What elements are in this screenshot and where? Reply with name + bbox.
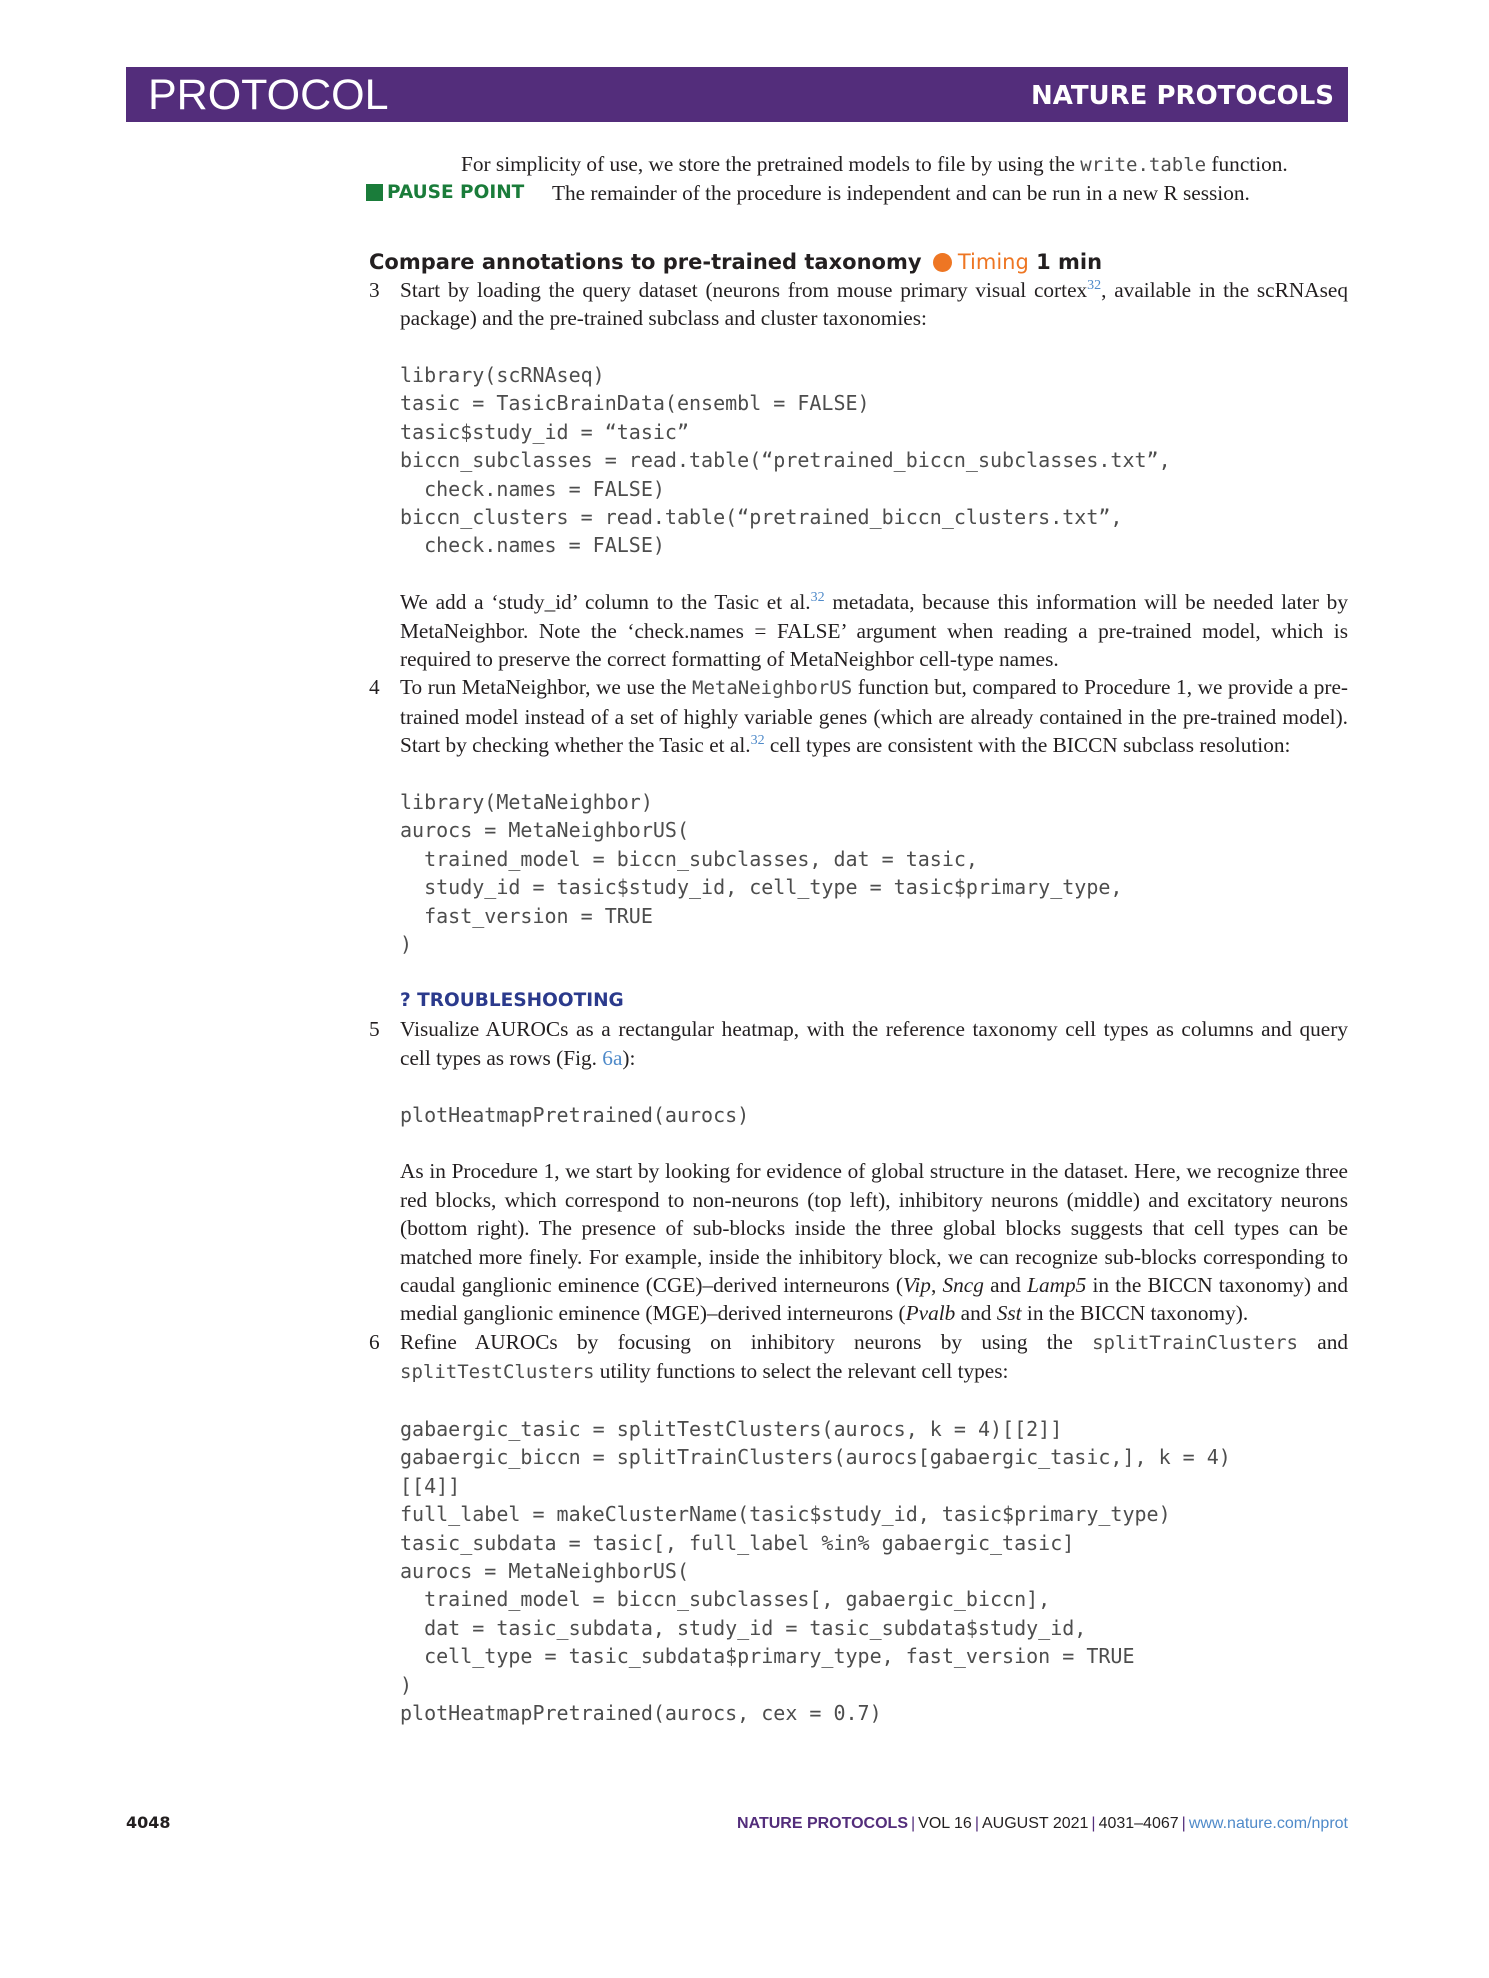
code-block: library(scRNAseq) tasic = TasicBrainData(ensembl = FALSE) tasic$study_id = “tasic” biccn_subclasses = read.table(“pretrained_biccn_subclasses.txt”, check.names = FALSE) biccn_clusters = read.table(“pretrained_biccn_clusters.txt”, check.names = FALSE) [400, 363, 1171, 558]
inline-code: MetaNeighborUS [692, 677, 853, 700]
step-text: Visualize AUROCs as a rectangular heatmap, with the reference taxonomy cell types as columns and query cell types as rows (Fig. 6a): [400, 1017, 1348, 1070]
footer-volume: VOL 16 [918, 1815, 972, 1832]
journal-name: NATURE PROTOCOLS [1030, 81, 1334, 111]
step-number: 5 [369, 1017, 380, 1042]
step-4 [369, 673, 1348, 1015]
section-heading [369, 248, 1348, 276]
footer-pages: 4031–4067 [1098, 1815, 1179, 1832]
page-number: 4048 [126, 1813, 171, 1832]
step-3 [369, 276, 1348, 674]
footer-date: AUGUST 2021 [981, 1815, 1089, 1832]
inline-code: write.table [1080, 154, 1207, 176]
timing-icon [933, 253, 952, 272]
citation-link[interactable]: 32 [750, 733, 765, 749]
step-text: Start by loading the query dataset (neurons from mouse primary visual cortex$^{32}$, available in the scRNAseq package) and the pre-trained subclass and cluster taxonomies: [400, 277, 1348, 331]
pause-point-icon [366, 184, 383, 201]
step-text: Refine AUROCs by focusing on inhibitory neurons by using the splitTrainClusters and splitTestClusters utility functions to select the relevant cell types: [400, 1329, 1348, 1384]
step-text: To run MetaNeighbor, we use the MetaNeighborUS function but, compared to Procedure 1, we provide a pre-trained model instead of a set of highly variable genes (which are already contained in the pre-trained model). Start by checking whether the Tasic et al.$^{32}$ cell types are consistent with the BICCN subclass resolution: [400, 675, 1348, 758]
intro-paragraph: For simplicity of use, we store the pretrained models to file by using the write.table function. [461, 152, 1288, 176]
citation-link[interactable]: 32 [1087, 277, 1102, 293]
pause-point [387, 179, 1348, 207]
code-block: plotHeatmapPretrained(aurocs) [400, 1102, 750, 1127]
section-title: Compare annotations to pre-trained taxonomy [369, 249, 922, 274]
step-number: 3 [369, 277, 380, 302]
step-5 [369, 1015, 1349, 1327]
citation-link[interactable]: 32 [810, 590, 825, 606]
pause-point-text: The remainder of the procedure is independent and can be run in a new R session. [552, 181, 1250, 206]
timing-label: Timing [957, 249, 1029, 274]
code-block: library(MetaNeighbor) aurocs = MetaNeighborUS( trained_model = biccn_subclasses, dat = tasic, study_id = tasic$study_id, cell_type = tasic$primary_type, fast_version = TRUE ) [400, 790, 1123, 957]
header-banner [126, 67, 1348, 122]
footer-url-link[interactable]: www.nature.com/nprot [1188, 1815, 1348, 1832]
step-number: 4 [369, 675, 380, 700]
article-body [369, 150, 1349, 1727]
step-note: As in Procedure 1, we start by looking for evidence of global structure in the dataset. Here, we recognize three red blocks, which correspond to non-neurons (top left), inhibitory neurons (middle) and excitatory neurons (bottom right). The presence of sub-blocks inside the three global blocks suggests that cell types can be matched more finely. For example, inside the inhibitory block, we can recognize sub-blocks corresponding to caudal ganglionic eminence (CGE)–derived interneurons (Vip, Sncg and Lamp5 in the BICCN taxonomy) and medial ganglionic eminence (MGE)–derived interneurons (Pvalb and Sst in the BICCN taxonomy). [400, 1159, 1349, 1326]
troubleshooting-label: ? TROUBLESHOOTING [400, 989, 624, 1011]
step-note: We add a ‘study_id’ column to the Tasic et al.$^{32}$ metadata, because this information will be needed later by MetaNeighbor. Note the ‘check.names = FALSE’ argument when reading a pre-trained model, which is required to preserve the correct formatting of MetaNeighbor cell-type names. [400, 590, 1348, 672]
step-number: 6 [369, 1329, 380, 1354]
inline-code: splitTestClusters [400, 1361, 595, 1384]
section-label: PROTOCOL [148, 71, 389, 119]
page-footer: NATURE PROTOCOLS | VOL 16 | AUGUST 2021 | 4031–4067 | www.nature.com/nprot [737, 1815, 1348, 1832]
inline-code: splitTrainClusters [1092, 1331, 1298, 1354]
footer-journal: NATURE PROTOCOLS [737, 1815, 908, 1832]
code-block: gabaergic_tasic = splitTestClusters(aurocs, k = 4)[[2]] gabaergic_biccn = splitTrainClusters(aurocs[gabaergic_tasic,], k = 4) [[4]] full_label = makeClusterName(tasic$study_id, tasic$primary_type) tasic_subdata = tasic[, full_label %in% gabaergic_tasic] aurocs = MetaNeighborUS( trained_model = biccn_subclasses[, gabaergic_biccn], dat = tasic_subdata, study_id = tasic_subdata$study_id, cell_type = tasic_subdata$primary_type, fast_version = TRUE ) plotHeatmapPretrained(aurocs, cex = 0.7) [400, 1416, 1231, 1726]
timing-value: 1 min [1036, 249, 1103, 274]
pause-point-label: PAUSE POINT [387, 182, 525, 204]
step-6 [369, 1328, 1348, 1728]
figure-link[interactable]: 6a [602, 1045, 623, 1070]
